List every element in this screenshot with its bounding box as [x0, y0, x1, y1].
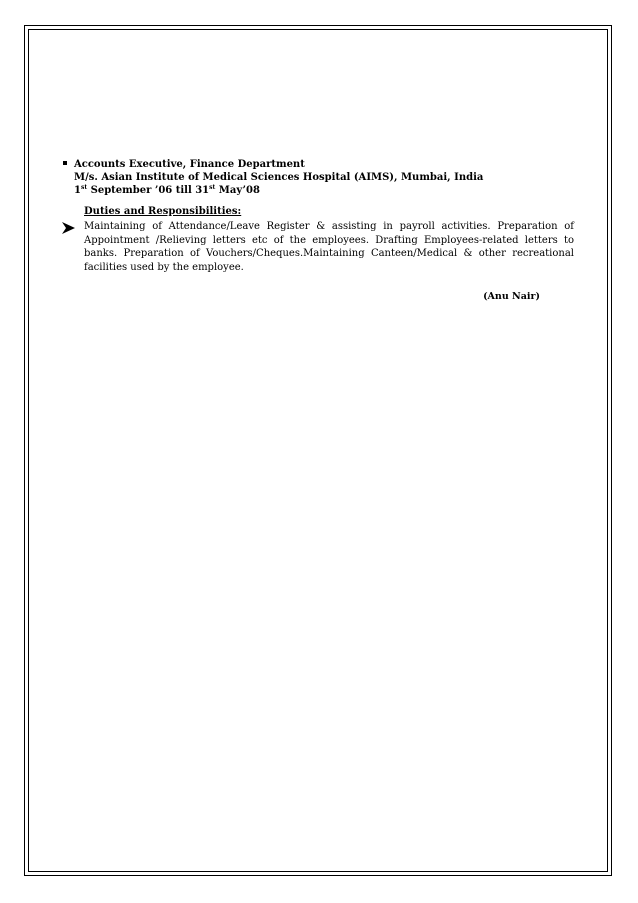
- arrowhead-bullet-icon: [62, 222, 75, 234]
- end-suffix: st: [209, 184, 216, 191]
- end-rest: May’08: [215, 185, 260, 196]
- start-suffix: st: [80, 184, 88, 191]
- job-period: [62, 184, 582, 197]
- job-organization: M/s. Asian Institute of Medical Sciences Hospital (AIMS), Mumbai, India: [74, 172, 484, 183]
- duty-list-item: [62, 220, 574, 274]
- start-day: 1: [74, 185, 81, 196]
- duty-description: Maintaining of Attendance/Leave Register & assisting in payroll activities. Preparation of Appointment /Relieving letters etc of the employees. Drafting Employees-related letters to banks. Preparation of Vouchers/Cheques.Maintaining Canteen/Medical & other recreational facilities used by the employee.: [84, 221, 574, 273]
- job-title-line: [62, 158, 582, 171]
- job-title: Accounts Executive, Finance Department: [74, 159, 305, 170]
- signature-name: (Anu Nair): [483, 291, 540, 302]
- page-border-inner: [28, 29, 608, 872]
- square-bullet-icon: [63, 161, 67, 165]
- duties-heading: Duties and Responsibilities:: [84, 206, 242, 217]
- start-rest: September ’06 till 31: [87, 185, 210, 196]
- job-entry: [62, 158, 582, 197]
